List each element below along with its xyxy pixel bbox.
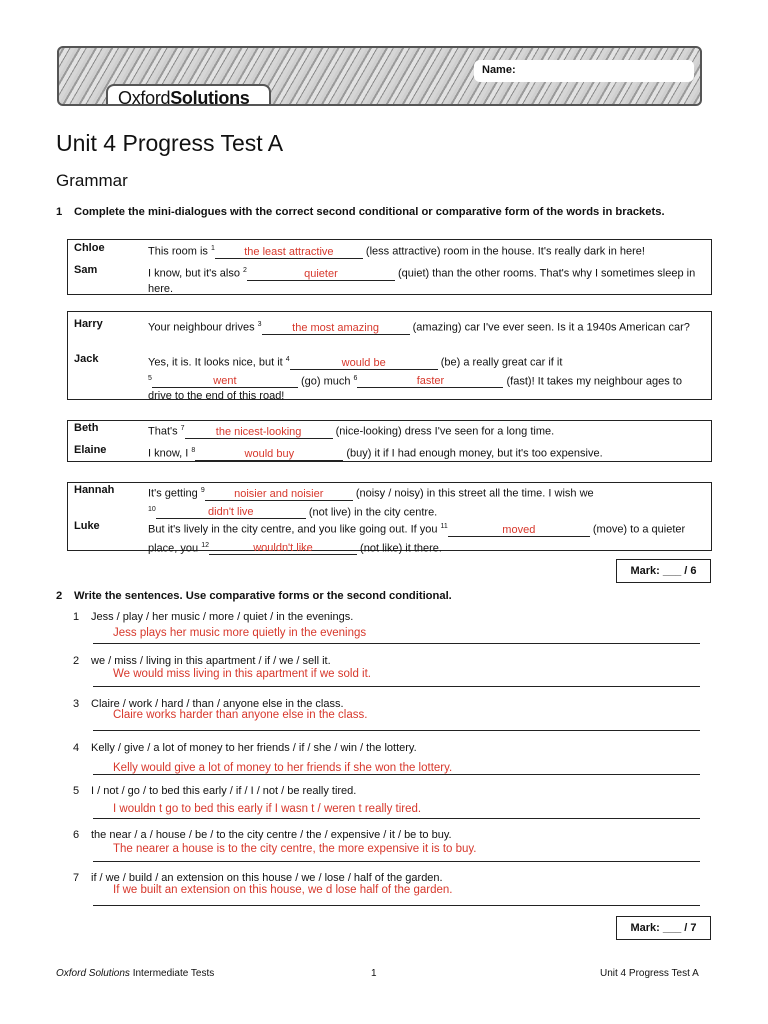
answer-blank[interactable]: didn't live <box>156 506 306 519</box>
answer-blank[interactable]: went <box>152 375 298 388</box>
answer-line <box>93 685 700 687</box>
answer-blank[interactable]: wouldn't like <box>209 542 357 555</box>
answer-line <box>93 860 700 862</box>
speaker-name: Hannah <box>74 484 115 496</box>
dialogue-line: But it's lively in the city centre, and you like going out. If you $^{11}$ moved (move) to a quieter place, you $^{12}$ wouldn't like (not like) it there. <box>148 523 686 555</box>
dialogue-line: That's $^7$ the nicest-looking (nice-looking) dress I've seen for a long time. <box>148 425 555 438</box>
page-number: 1 <box>371 968 377 979</box>
answer-line <box>93 817 700 819</box>
q2-answer[interactable]: I wouldn t go to bed this early if I wasn t / weren t really tired. <box>113 803 422 815</box>
speaker-name: Luke <box>74 520 100 532</box>
speaker-name: Jack <box>74 353 99 365</box>
answer-blank[interactable]: moved <box>448 524 590 537</box>
answer-blank[interactable]: would buy <box>195 448 343 461</box>
dialogue-box-3 <box>67 420 712 462</box>
q1-mark-box[interactable]: Mark: ___ / 6 <box>616 559 711 583</box>
speaker-name: Elaine <box>74 444 107 456</box>
dialogue-line: I know, I $^8$ would buy (buy) it if I had enough money, but it's too expensive. <box>148 447 603 460</box>
q2-answer[interactable]: Claire works harder than anyone else in the class. <box>113 709 368 721</box>
q2-mark-box[interactable]: Mark: ___ / 7 <box>616 916 711 940</box>
q2-answer[interactable]: Jess plays her music more quietly in the evenings <box>113 627 367 639</box>
answer-blank[interactable]: faster <box>357 375 503 388</box>
footer-left: Oxford Solutions Intermediate Tests <box>56 968 215 979</box>
speaker-name: Chloe <box>74 242 105 254</box>
answer-blank[interactable]: noisier and noisier <box>205 488 353 501</box>
dialogue-box-4 <box>67 482 712 555</box>
answer-line <box>93 904 700 906</box>
answer-blank[interactable]: the most amazing <box>262 322 410 335</box>
dialogue-line: Yes, it is. It looks nice, but it $^4$ would be (be) a really great car if it $^5$ went (go) much $^6$ faster (fast)! It takes my neighbour ages to drive to the end of this road! <box>148 356 682 403</box>
q2-answer[interactable]: If we built an extension on this house, we d lose half of the garden. <box>113 884 453 896</box>
speaker-name: Beth <box>74 422 99 434</box>
name-field[interactable] <box>474 60 694 82</box>
answer-blank[interactable]: the least attractive <box>215 246 363 259</box>
answer-blank[interactable]: quieter <box>247 268 395 281</box>
section-title: Grammar <box>56 171 128 190</box>
q2-answer[interactable]: We would miss living in this apartment if we sold it. <box>113 668 371 680</box>
q2-answer[interactable]: Kelly would give a lot of money to her friends if she won the lottery. <box>113 762 453 774</box>
footer-right: Unit 4 Progress Test A <box>600 968 699 979</box>
answer-blank[interactable]: would be <box>290 357 438 370</box>
dialogue-box-2 <box>67 311 712 403</box>
speaker-name: Sam <box>74 264 98 276</box>
answer-line <box>93 773 700 775</box>
speaker-name: Harry <box>74 318 103 330</box>
logo-tab <box>106 84 271 106</box>
header-banner <box>57 46 702 106</box>
oxford-solutions-logo: OxfordSolutions <box>118 88 250 106</box>
page-title: Unit 4 Progress Test A <box>56 130 284 156</box>
name-label: Name: <box>482 64 516 76</box>
answer-line <box>93 642 700 644</box>
dialogue-line: It's getting $^9$ noisier and noisier (noisy / noisy) in this street all the time. I wish we $^{10}$ didn't live (not live) in the city centre. <box>148 487 594 519</box>
dialogue-line: This room is $^1$ the least attractive (less attractive) room in the house. It's really dark in here! <box>148 245 645 258</box>
answer-line <box>93 729 700 731</box>
dialogue-line: I know, but it's also $^2$ quieter (quiet) than the other rooms. That's why I sometimes sleep in here. <box>148 267 696 295</box>
answer-blank[interactable]: the nicest-looking <box>185 426 333 439</box>
q2-answer[interactable]: The nearer a house is to the city centre, the more expensive it is to buy. <box>113 843 477 855</box>
dialogue-box-1 <box>67 239 712 295</box>
dialogue-line: Your neighbour drives $^3$ the most amazing (amazing) car I've ever seen. Is it a 1940s American car? <box>148 321 690 334</box>
